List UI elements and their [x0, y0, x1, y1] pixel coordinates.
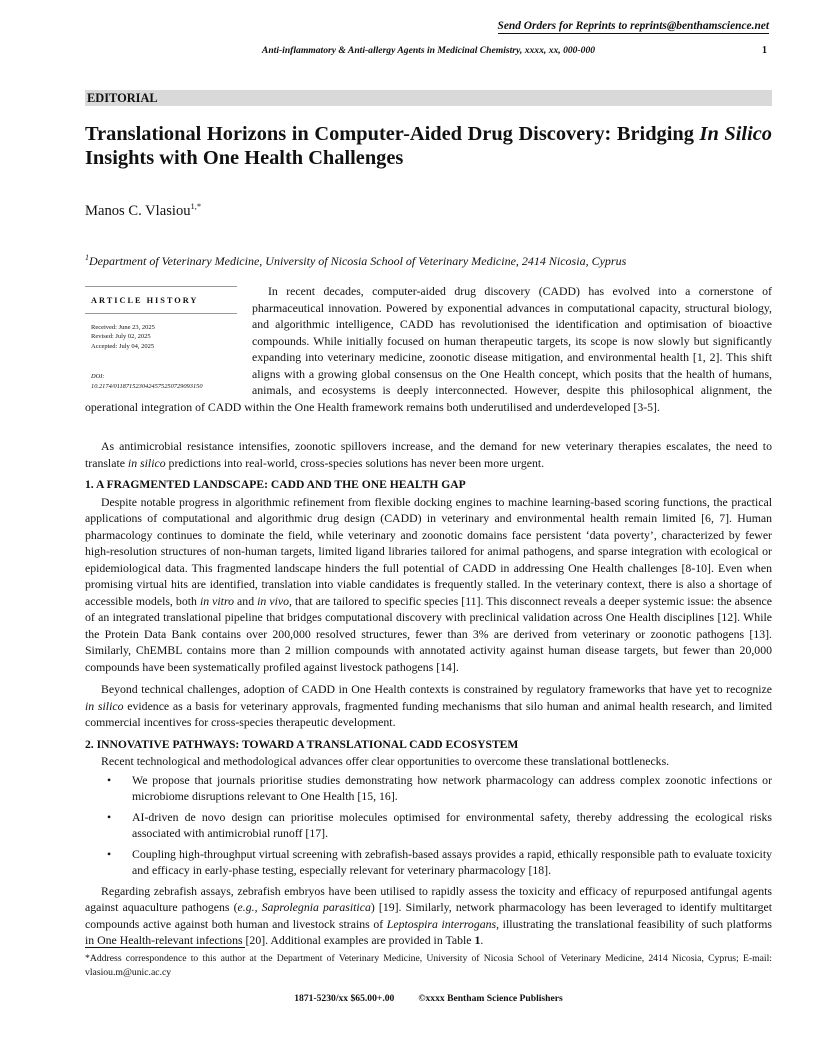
author-line — [85, 201, 201, 220]
doi-label: DOI: — [91, 373, 105, 381]
list-item: • We propose that journals prioritise studies demonstrating how network pharmacology can address complex zoonotic infections or microbiome disruptions relevant to One Health [15, 16]. — [107, 772, 772, 803]
intro-paragraph-2: As antimicrobial resistance intensifies, zoonotic spillovers increase, and the demand for new veterinary therapies escalates, the need to translate in silico predictions into real-world, cross-species solutions has never been more urgent. — [85, 439, 772, 470]
section-2-heading: 2. INNOVATIVE PATHWAYS: TOWARD A TRANSLATIONAL CADD ECOSYSTEM — [85, 737, 519, 751]
page-number: 1 — [762, 45, 767, 56]
journal-citation: Anti-inflammatory & Anti-allergy Agents in Medicinal Chemistry, xxxx, xx, 000-000 — [261, 45, 596, 56]
bullet-marker: • — [107, 772, 112, 787]
correspondence-footnote: *Address correspondence to this author at the Department of Veterinary Medicine, University of Nicosia School of Veterinary Medicine, 2414 Nicosia, Cyprus; E-mail: vlasiou.m@unic.ac.cy — [85, 953, 772, 978]
affiliation — [85, 253, 626, 269]
section-1-paragraph-2: Beyond technical challenges, adoption of CADD in One Health contexts is constrained by regulatory frameworks that have yet to recognize in silico evidence as a basis for veterinary approvals, fragmented funding mechanisms that silo human and animal health research, and limited commercial incentives for cross-species therapeutic development. — [85, 682, 773, 729]
article-title — [85, 122, 772, 170]
affiliation-text: Department of Veterinary Medicine, University of Nicosia School of Veterinary Medicine, 2414 Nicosia, Cyprus — [89, 254, 627, 268]
author-superscript: 1,* — [190, 201, 202, 211]
revised-date: Revised: July 02, 2025 — [91, 333, 151, 341]
list-item: • AI-driven de novo design can prioritise molecules optimised for environmental safety, thereby addressing the ecological risks associated with antimicrobial runoff [17]. — [107, 809, 772, 840]
introduction — [85, 283, 772, 415]
received-date: Received: June 23, 2025 — [91, 324, 155, 331]
copyright: ©xxxx Bentham Science Publishers — [418, 993, 563, 1004]
list-item: • Coupling high-throughput virtual screening with zebrafish-based assays provides a rapid, ethically responsible path to evaluate toxicity and efficacy in early-phase testing, especially relevant for veterinary pharmacology [18]. — [107, 846, 772, 877]
section-label: EDITORIAL — [85, 90, 772, 106]
intro-paragraph-1: In recent decades, computer-aided drug discovery (CADD) has evolved into a cornerstone of pharmaceutical innovation. Powered by exponential advances in computational capacity, structural biology, and algorithmic intelligence, CADD has revolutionised the identification and optimisation of bioactive compounds. While initially focused on human therapeutic targets, its scope is now slowly but significantly expanding into veterinary medicine, zoonotic disease mitigation, and environmental health [1, 2]. This shift aligns with a growing global consensus on the One Health concept, which posits that the health of humans, animals, and ecosystems is deeply interconnected. However, despite this philosophical alignment, the operational integration of CADD within the One Health framework remains both underutilised and underdeveloped [3-5]. — [85, 284, 772, 414]
section-1-heading: 1. A FRAGMENTED LANDSCAPE: CADD AND THE ONE HEALTH GAP — [85, 478, 466, 491]
doi-link[interactable]: 10.2174/0118715230424575250729093150 — [91, 382, 203, 390]
section-2-paragraph-1: Recent technological and methodological advances offer clear opportunities to overcome these translational bottlenecks. — [101, 754, 670, 768]
history-heading: ARTICLE HISTORY — [91, 296, 199, 305]
table-reference[interactable]: 1 — [474, 933, 481, 947]
section-2-paragraph-2: Regarding zebrafish assays, zebrafish embryos have been utilised to rapidly assess the toxicity and efficacy of repurposed antifungal agents against aquaculture pathogens (e.g., Saprolegnia parasitica) [19]. Similarly, network pharmacology has been leveraged to identify multitarget compounds active against both human and livestock strains of Leptospira interrogans, illustrating the translational feasibility of such platforms in One Health-relevant infections [20]. Additional examples are provided in Table 1. — [85, 883, 773, 947]
main-body — [85, 432, 772, 949]
bullet-list — [85, 772, 772, 879]
title-text-end: Insights with One Health Challenges — [85, 147, 404, 169]
issn-price: 1871-5230/xx $65.00+.00 — [294, 993, 395, 1004]
page — [85, 0, 772, 1056]
title-text: Translational Horizons in Computer-Aided Drug Discovery: Bridging — [85, 123, 694, 145]
footnote-rule — [85, 947, 245, 948]
publisher-line — [85, 993, 772, 1004]
history-spacer — [85, 283, 252, 398]
section-1-paragraph-1: Despite notable progress in algorithmic refinement from flexible docking engines to machine learning-based scoring functions, the practical applications of computational and algorithmic drug design (CADD) in veterinary and environmental health remain limited [6, 7]. Human pharmacology continues to dominate the field, while veterinary and zoonotic domains face persistent ‘data poverty’, characterized by fewer high-resolution structures of non-human targets, limited ligand libraries tailored for animal pathogens, and sparse integration with ecological or epidemiological data. This fragmented landscape hinders the full potential of CADD in addressing One Health challenges [8-10]. Even when promising virtual hits are identified, translation into viable candidates is frequently stalled. In the veterinary context, there is also a shortage of accessible models, both in vitro and in vivo, that are tailored to specific species [11]. This disconnect reveals a deeper systemic issue: the absence of an integrated translational pipeline that bridges computational discovery with preclinical validation across One Health disciplines [12]. While the Protein Data Bank contains over 200,000 resolved structures, fewer than 3% are derived from veterinary or zoonotic pathogens [13]. Similarly, ChEMBL contains more than 2 million compounds with annotated activity against human disease targets, but fewer than 20,000 compounds have been systematically profiled against livestock pathogens [14]. — [85, 494, 773, 674]
bullet-marker: • — [107, 809, 112, 824]
accepted-date: Accepted: July 04, 2025 — [91, 342, 155, 350]
bullet-marker: • — [107, 846, 112, 861]
author-name: Manos C. Vlasiou — [85, 202, 191, 219]
affiliation-superscript: 1 — [85, 253, 89, 262]
reprints-notice: Send Orders for Reprints to reprints@benthamscience.net — [497, 20, 769, 32]
title-italic: In Silico — [699, 123, 772, 145]
